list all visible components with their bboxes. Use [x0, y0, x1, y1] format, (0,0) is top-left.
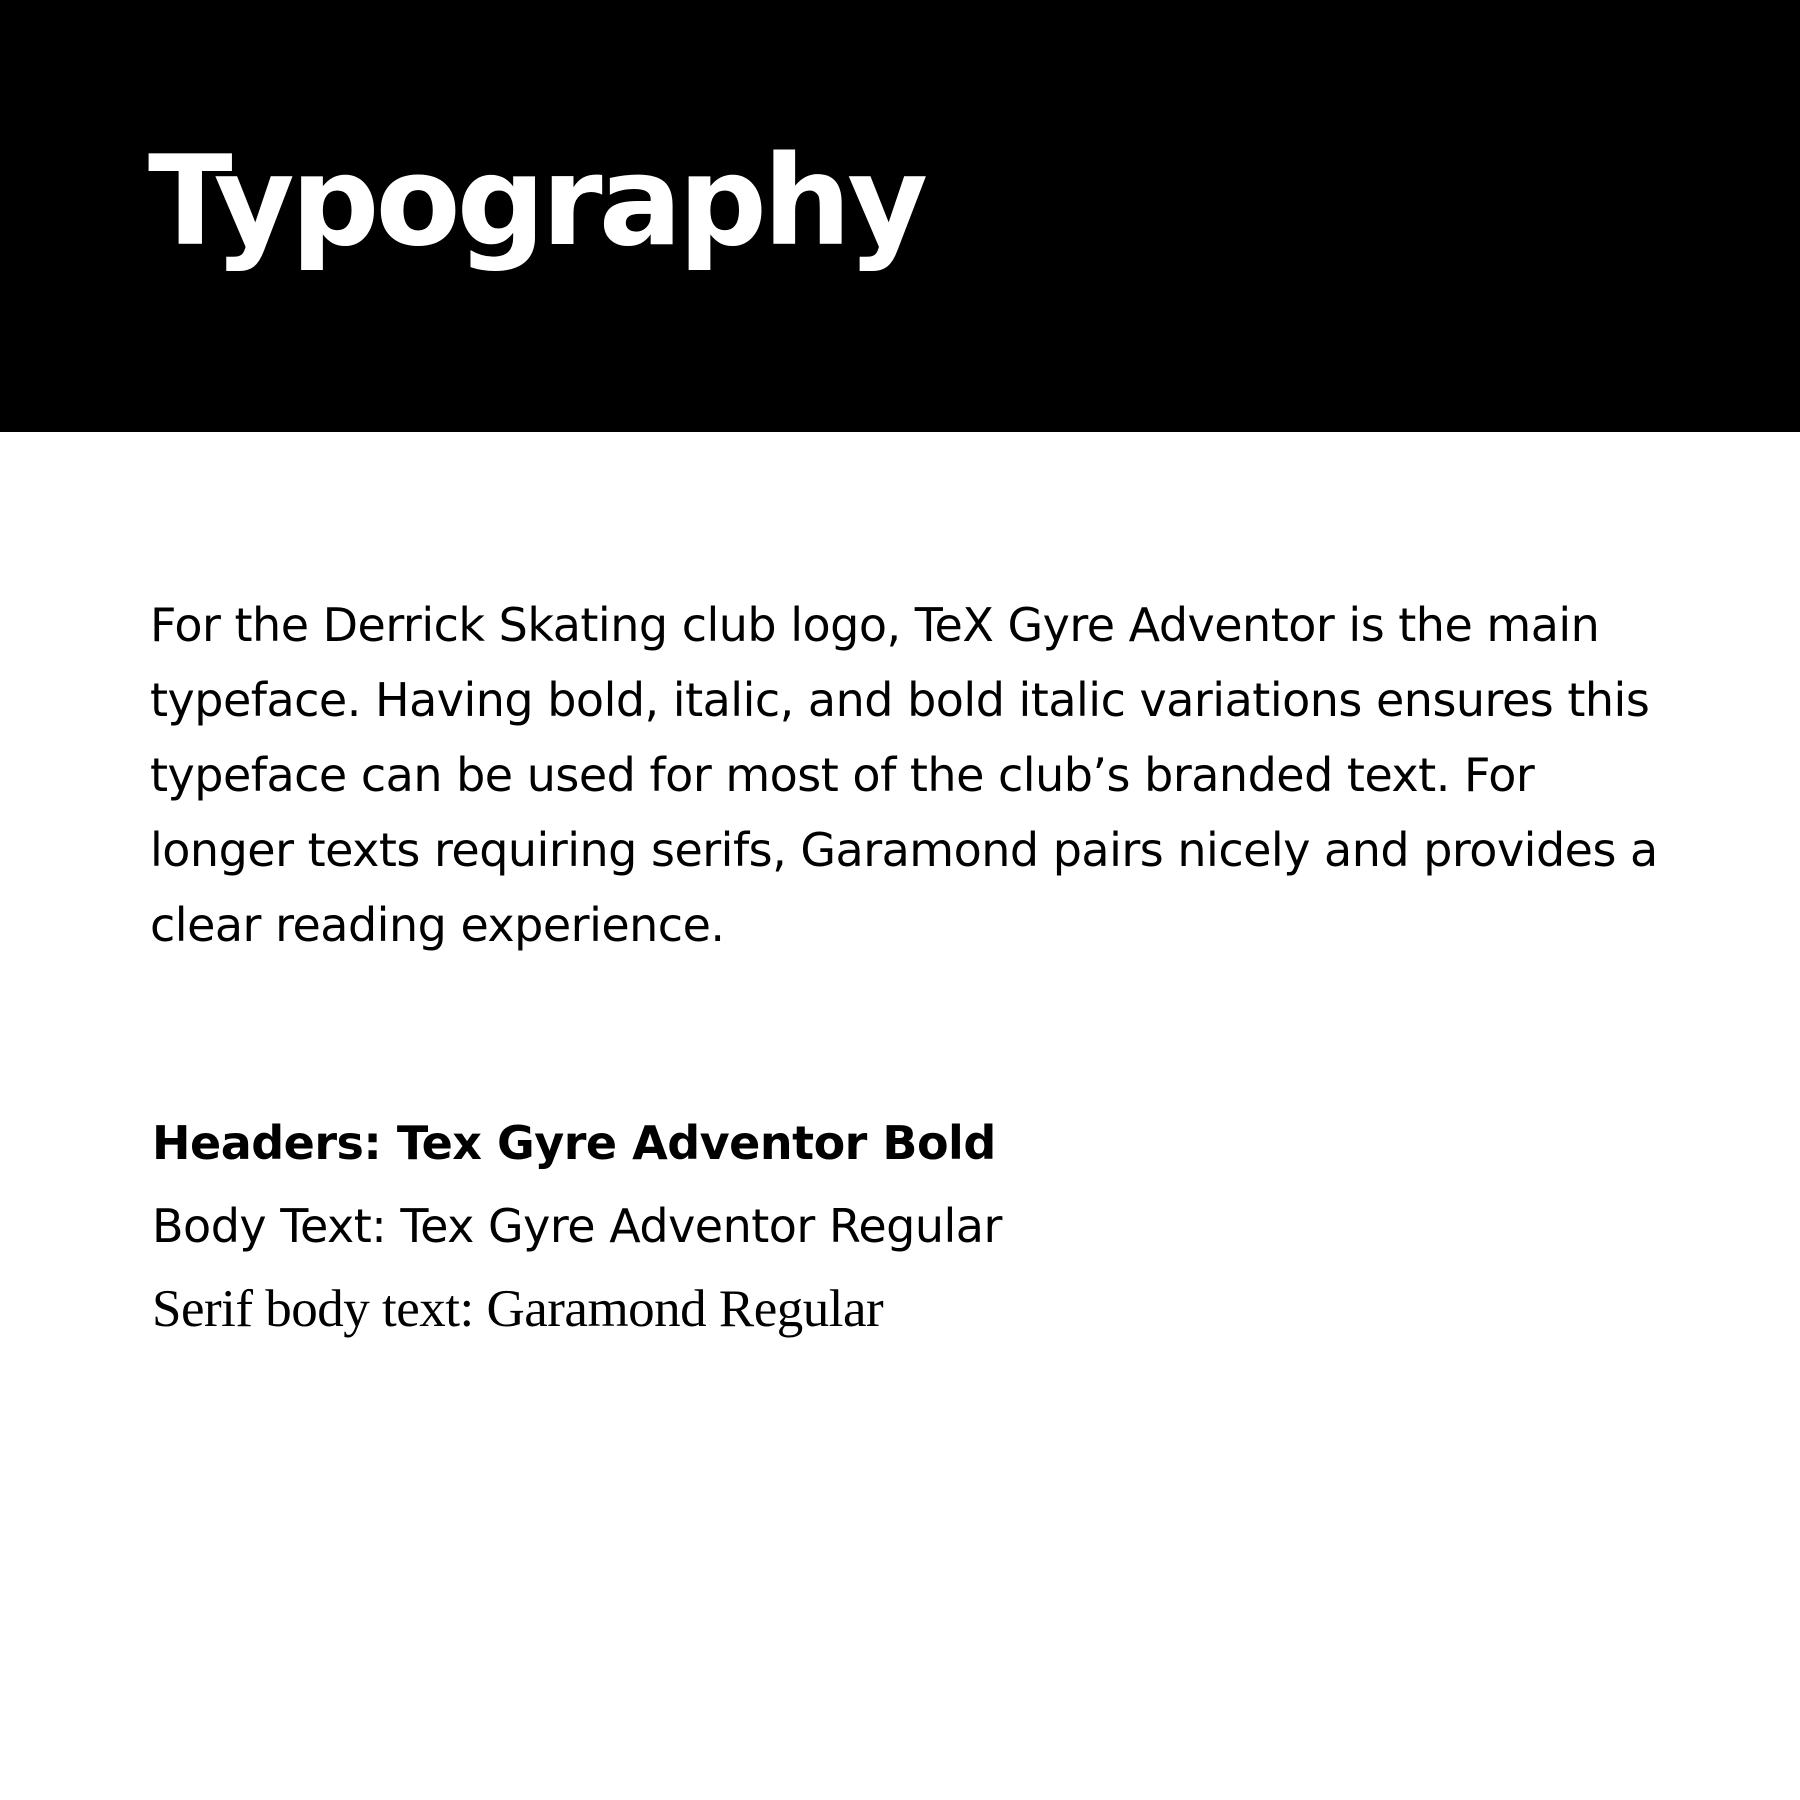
body-typeface-spec: Body Text: Tex Gyre Adventor Regular	[152, 1199, 1002, 1253]
page-title: Typography	[148, 130, 925, 274]
header-band	[0, 0, 1800, 432]
intro-paragraph: For the Derrick Skating club logo, TeX Gyre Adventor is the main typeface. Having bold, italic, and bold italic variations ensures this typeface can be used for most of the club’s branded text. For longer texts requiring serifs, Garamond pairs nicely and provides a clear reading experience.	[150, 598, 1658, 952]
typeface-spec-list	[152, 1112, 1002, 1361]
serif-typeface-spec: Serif body text: Garamond Regular	[152, 1280, 884, 1338]
headers-typeface-spec: Headers: Tex Gyre Adventor Bold	[152, 1116, 996, 1170]
